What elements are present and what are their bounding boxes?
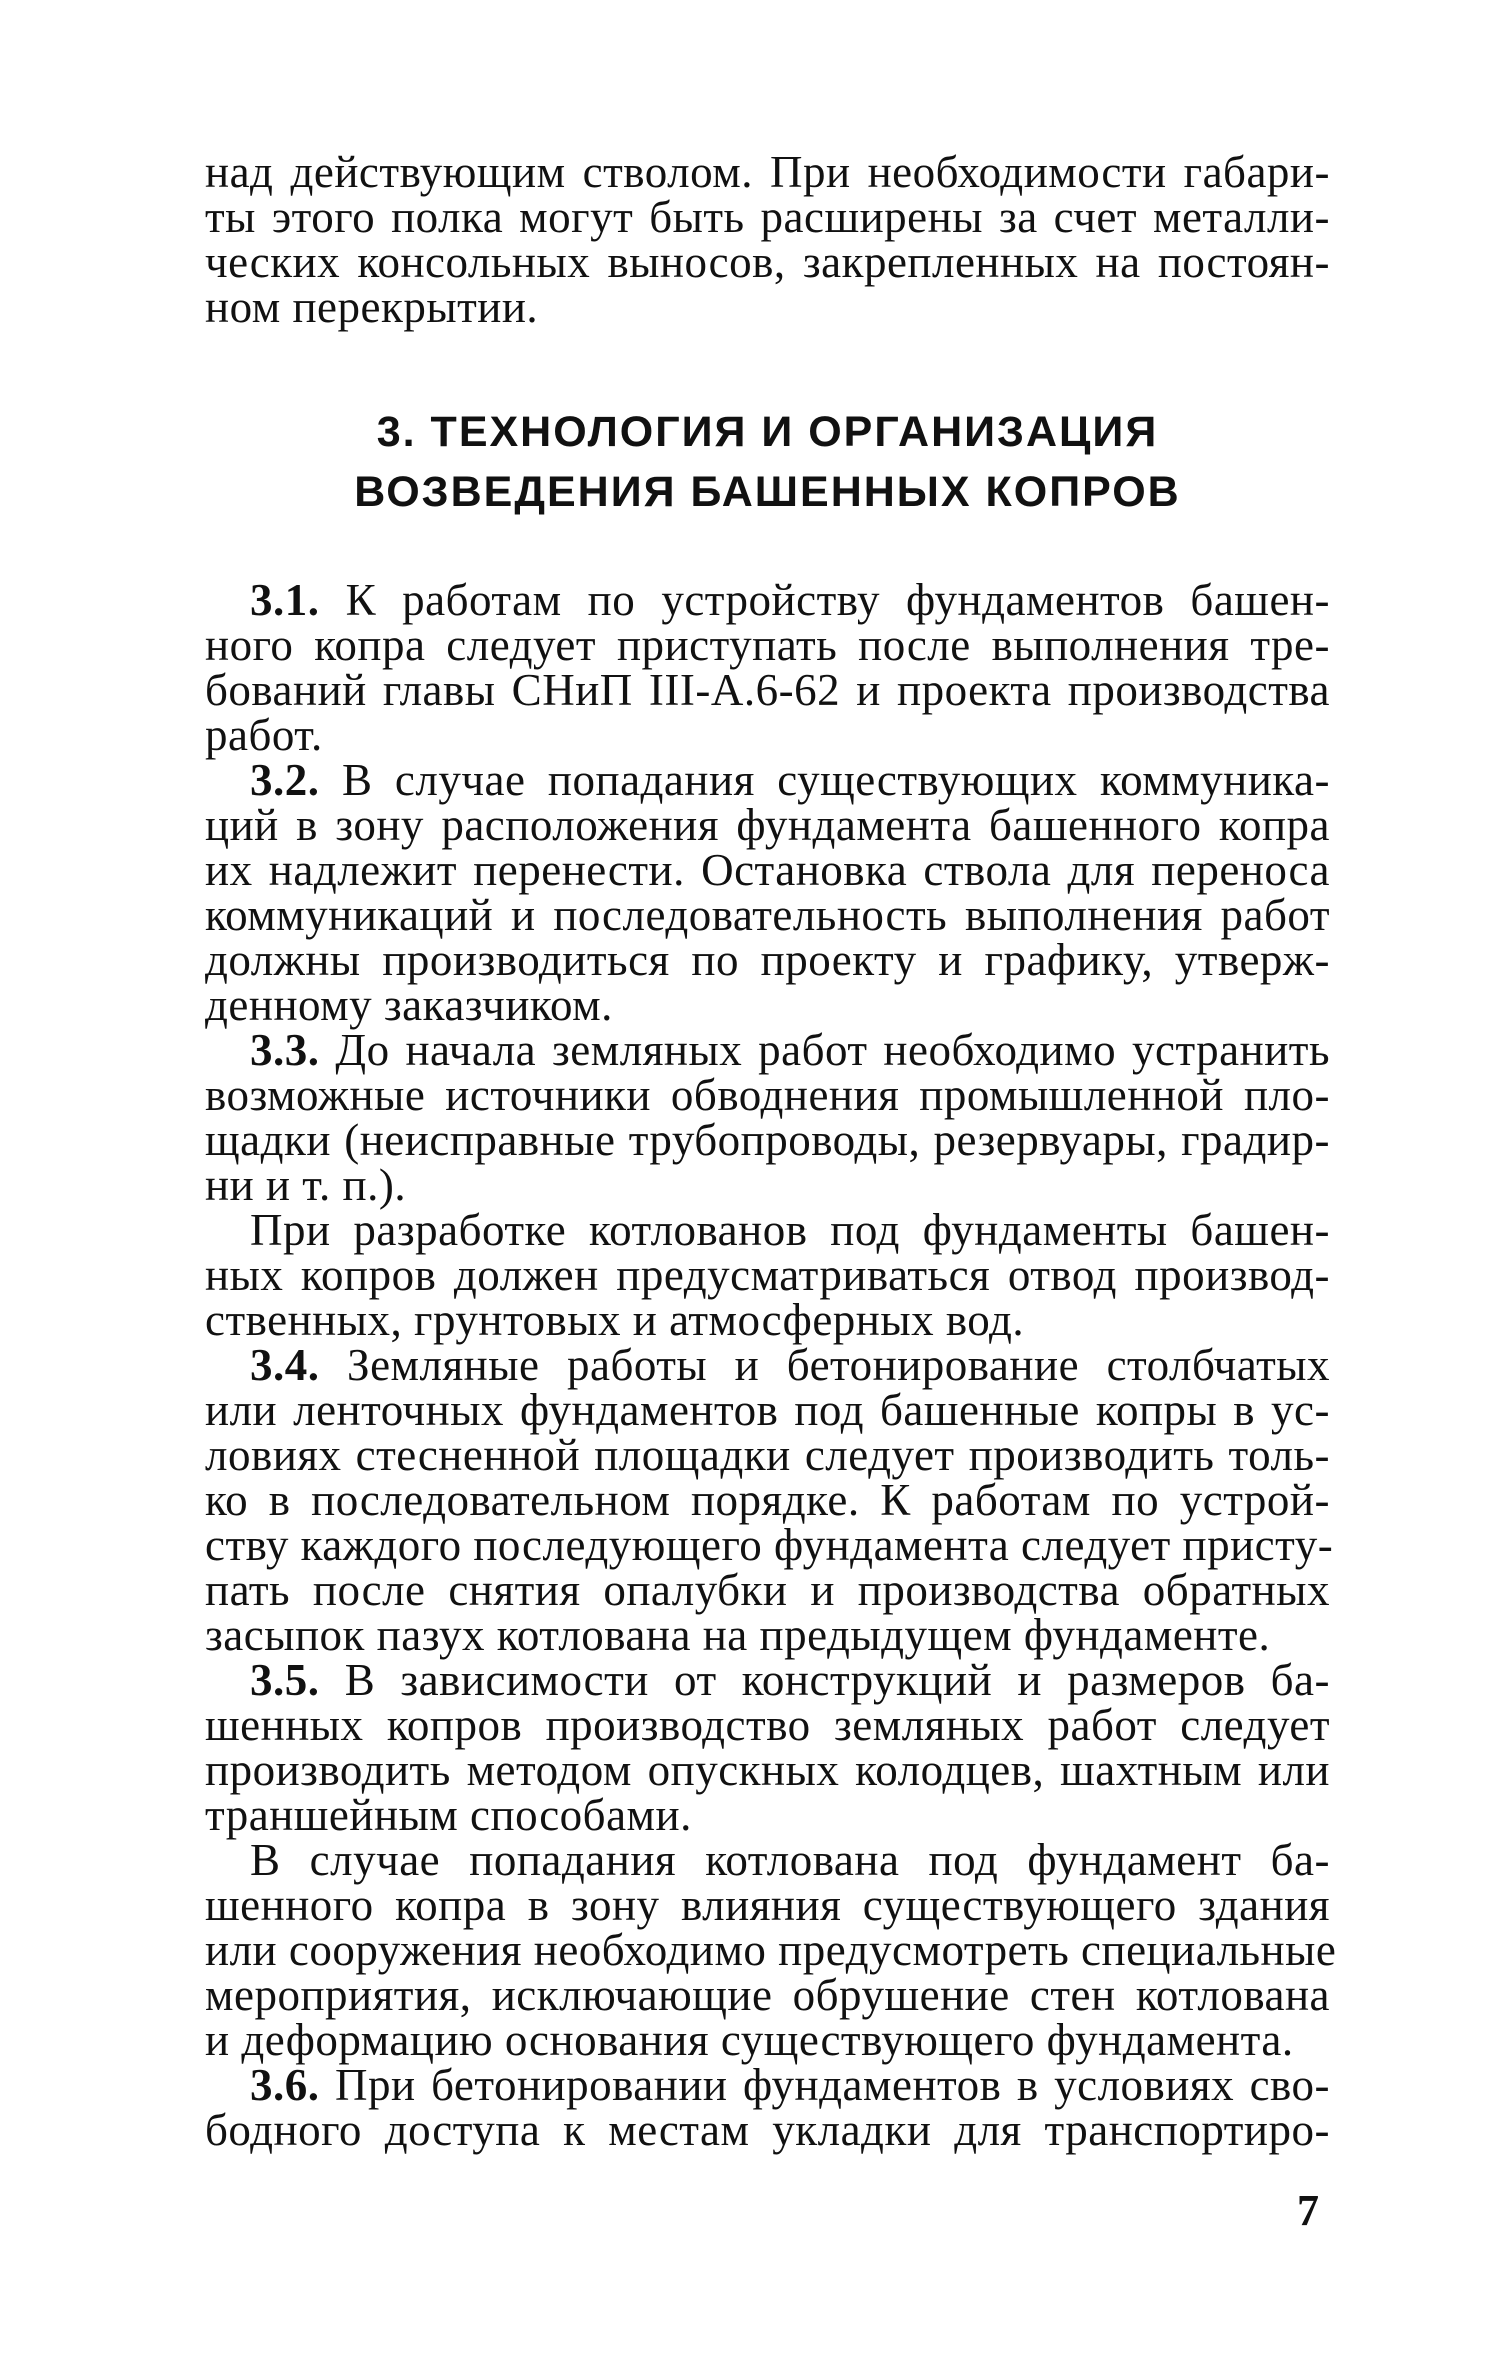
text-line: или ленточных фундаментов под башенные копры в ус- [205, 1385, 1330, 1435]
paragraph-number: 3.1. [250, 575, 320, 625]
page-number: 7 [1297, 2186, 1319, 2235]
paragraph-number: 3.6. [250, 2060, 320, 2110]
paragraph-first-line: В случае попадания котлована под фундамент ба- [250, 1835, 1330, 1885]
text-line: ству каждого последующего фундамента следует присту- [205, 1520, 1334, 1570]
text-line: бований главы СНиП III-А.6-62 и проекта производства [205, 665, 1330, 715]
paragraph-first-line: 3.3. До начала земляных работ необходимо устранить [250, 1025, 1330, 1075]
text-line: производить методом опускных колодцев, шахтным или [205, 1745, 1330, 1795]
text-line: пать после снятия опалубки и производства обратных [205, 1565, 1330, 1615]
paragraph-first-line: При разработке котлованов под фундаменты башен- [250, 1205, 1330, 1255]
paragraph-first-line: 3.2. В случае попадания существующих коммуника- [250, 755, 1330, 805]
text-line: над действующим стволом. При необходимости габари- [205, 147, 1330, 197]
text-line: ций в зону расположения фундамента башенного копра [205, 800, 1330, 850]
document-page [205, 147, 1337, 2155]
paragraph-first-line: 3.4. Земляные работы и бетонирование столбчатых [250, 1340, 1330, 1390]
text-line: засыпок пазух котлована на предыдущем фундаменте. [205, 1610, 1271, 1660]
text-line: бодного доступа к местам укладки для транспортиро- [205, 2105, 1330, 2155]
paragraph-3-3-continued [205, 1205, 1330, 1345]
paragraph-number: 3.2. [250, 755, 320, 805]
text-line: ных копров должен предусматриваться отвод производ- [205, 1250, 1330, 1300]
text-line: или сооружения необходимо предусмотреть специальные [205, 1925, 1337, 1975]
section-heading-line-2: ВОЗВЕДЕНИЯ БАШЕННЫХ КОПРОВ [354, 468, 1181, 516]
text-line: ственных, грунтовых и атмосферных вод. [205, 1295, 1025, 1345]
section-heading [205, 402, 1330, 522]
text-line: возможные источники обводнения промышленной пло- [205, 1070, 1330, 1120]
text-line: шенных копров производство земляных работ следует [205, 1700, 1330, 1750]
paragraph-3-5 [205, 1655, 1330, 1840]
text-line: коммуникаций и последовательность выполнения работ [205, 890, 1330, 940]
text-line: и деформацию основания существующего фундамента. [205, 2015, 1294, 2065]
paragraph-first-line: 3.6. При бетонировании фундаментов в условиях сво- [250, 2060, 1330, 2110]
paragraph-3-2 [205, 755, 1330, 1030]
section-heading-line-1: 3. ТЕХНОЛОГИЯ И ОРГАНИЗАЦИЯ [376, 408, 1159, 456]
text-line: ловиях стесненной площадки следует производить толь- [205, 1430, 1330, 1480]
text-line: должны производиться по проекту и графику, утверж- [205, 935, 1330, 985]
paragraph-3-4 [205, 1340, 1334, 1660]
paragraph-first-line: 3.1. К работам по устройству фундаментов башен- [250, 575, 1330, 625]
text-line: ного копра следует приступать после выполнения тре- [205, 620, 1330, 670]
text-line: траншейным способами. [205, 1790, 692, 1840]
text-line: ко в последовательном порядке. К работам по устрой- [205, 1475, 1330, 1525]
text-line: ты этого полка могут быть расширены за счет металли- [205, 192, 1330, 242]
paragraph-first-line: 3.5. В зависимости от конструкций и размеров ба- [250, 1655, 1330, 1705]
text-line: денному заказчиком. [205, 980, 613, 1030]
text-line: их надлежит перенести. Остановка ствола для переноса [205, 845, 1330, 895]
text-line: мероприятия, исключающие обрушение стен котлована [205, 1970, 1330, 2020]
text-line: ном перекрытии. [205, 282, 539, 332]
text-line: работ. [205, 710, 323, 760]
text-line: шенного копра в зону влияния существующего здания [205, 1880, 1330, 1930]
paragraph-3-5-continued [205, 1835, 1337, 2065]
paragraph-3-6 [205, 2060, 1330, 2155]
text-line: ческих консольных выносов, закрепленных на постоян- [205, 237, 1330, 287]
intro-paragraph [205, 147, 1330, 332]
text-line: щадки (неисправные трубопроводы, резервуары, градир- [205, 1115, 1330, 1165]
paragraph-3-3 [205, 1025, 1330, 1210]
paragraph-number: 3.3. [250, 1025, 320, 1075]
paragraph-3-1 [205, 575, 1330, 760]
text-line: ни и т. п.). [205, 1160, 407, 1210]
paragraph-number: 3.5. [250, 1655, 320, 1705]
paragraph-number: 3.4. [250, 1340, 320, 1390]
